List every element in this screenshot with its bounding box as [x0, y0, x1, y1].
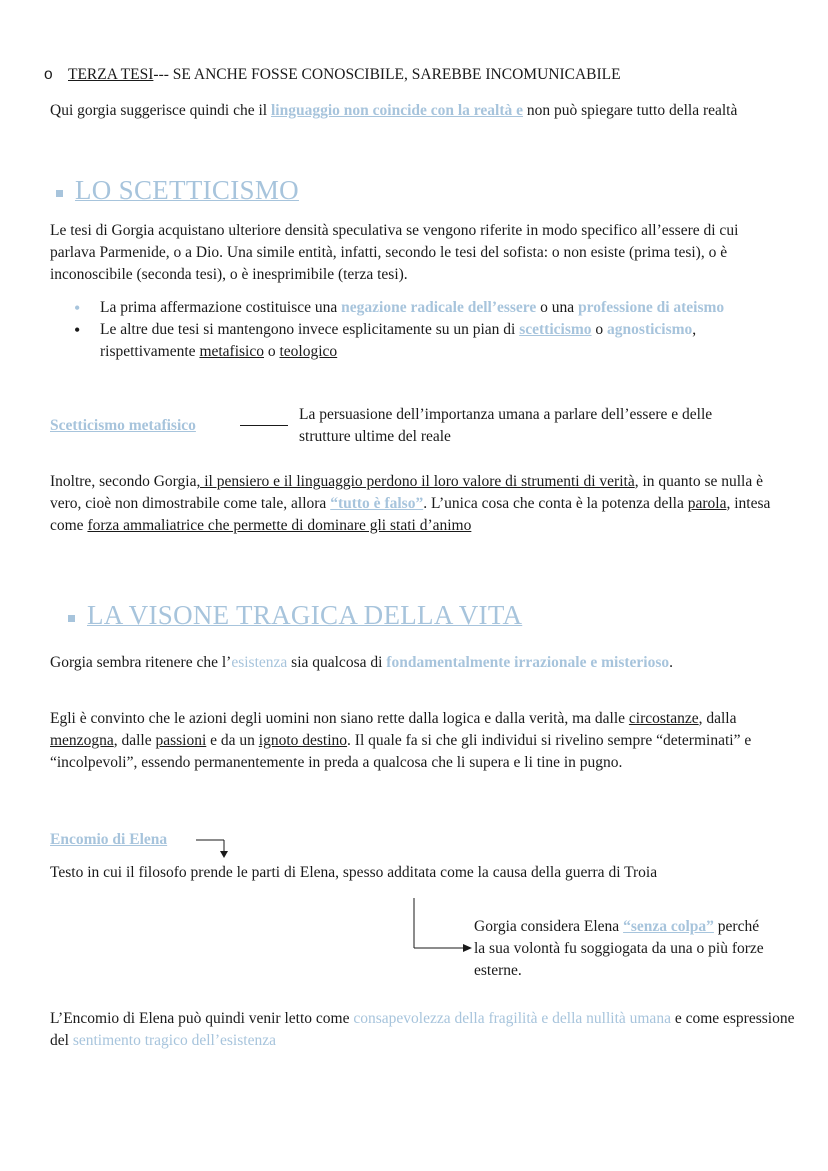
text-run: , in quanto se nulla è vero, cioè non dimostrabile come tale, allora — [50, 473, 763, 512]
list-item — [50, 297, 785, 319]
text-run: , dalle — [113, 732, 156, 749]
highlight-text: professione di ateismo — [578, 299, 725, 316]
underlined-text: teologico — [279, 343, 338, 360]
text-run: , intesa come — [50, 495, 771, 534]
bullet-icon: • — [74, 320, 81, 340]
text-run: , rispettivamente — [100, 321, 697, 360]
highlight-text: linguaggio non coincide con la realtà e — [270, 102, 524, 119]
text-run: e da un — [206, 732, 259, 749]
highlight-text: esistenza — [231, 654, 288, 671]
highlight-text: scetticismo — [519, 321, 592, 338]
list-item — [50, 319, 785, 363]
text-run: Gorgia considera Elena — [474, 918, 624, 935]
underlined-text: , il pensiero e il linguaggio perdono il loro valore di strumenti di verità — [196, 473, 635, 490]
arrow-right-icon — [410, 896, 474, 956]
text-run: o una — [536, 299, 579, 316]
section-title: LO SCETTICISMO — [75, 175, 299, 205]
text-run: sia qualcosa di — [287, 654, 387, 671]
encomio-label: Encomio di Elena — [50, 831, 168, 848]
underlined-text: parola — [687, 495, 727, 512]
scetticismo-metafisico-definition: La persuasione dell’importanza umana a parlare dell’essere e delle strutture ultime del reale — [299, 406, 713, 445]
text-run: Egli è convinto che le azioni degli uomini non siano rette dalla logica e dalla verità, ma dalle — [50, 710, 629, 727]
underlined-text: menzogna — [50, 732, 114, 749]
highlight-text: “tutto è falso” — [330, 495, 424, 512]
elena-note — [474, 916, 774, 982]
text-run: e come espressione del — [50, 1010, 795, 1049]
text-run: non può spiegare tutto della realtà — [523, 102, 738, 119]
highlight-text: consapevolezza della fragilità e della nullità umana — [353, 1010, 671, 1027]
text-run: . — [669, 654, 673, 671]
underlined-text: passioni — [155, 732, 207, 749]
square-bullet-icon — [68, 615, 75, 622]
text-run: Gorgia sembra ritenere che l’ — [50, 654, 232, 671]
arrow-down-icon — [196, 834, 236, 862]
section-title: LA VISONE TRAGICA DELLA VITA — [87, 600, 523, 630]
tragica-paragraph-1 — [50, 652, 750, 674]
scetticismo-bullets — [50, 297, 785, 363]
underlined-text: metafisico — [199, 343, 264, 360]
square-bullet-icon — [56, 190, 63, 197]
connector-line — [240, 425, 288, 426]
text-run: o — [591, 321, 608, 338]
text-run: . Il quale fa si che gli individui si rivelino sempre “determinati” e “incolpevoli”, essendo permanentemente in preda a qualcosa che li supera e li tine in pugno. — [50, 732, 752, 771]
underlined-text: ignoto destino — [258, 732, 348, 749]
text-run: , dalla — [698, 710, 737, 727]
highlight-text: agnosticismo — [607, 321, 693, 338]
text-run: Inoltre, secondo Gorgia — [50, 473, 197, 490]
text-run: o — [264, 343, 280, 360]
final-paragraph — [50, 1008, 805, 1052]
text-run: La prima affermazione costituisce una — [100, 299, 342, 316]
text-run: Qui gorgia suggerisce quindi che il — [50, 102, 271, 119]
tragica-heading — [68, 599, 522, 631]
tragica-paragraph-2 — [50, 708, 775, 774]
gorgia-paragraph — [50, 471, 775, 537]
list-marker: o — [44, 66, 53, 83]
scetticismo-heading — [56, 174, 299, 206]
text-run: L’Encomio di Elena può quindi venir letto come — [50, 1010, 354, 1027]
bullet-icon: • — [74, 298, 81, 318]
terza-tesi-title: TERZA TESI — [68, 66, 154, 83]
terza-tesi-paragraph — [50, 100, 770, 122]
scetticismo-intro: Le tesi di Gorgia acquistano ulteriore densità speculativa se vengono riferite in modo specifico all’essere di cui parlava Parmenide, o a Dio. Una simile entità, infatti, secondo le tesi del sofista: o non esiste (prima tesi), o è inconoscibile (seconda tesi), o è inesprimibile (terza tesi). — [50, 222, 739, 283]
encomio-description: Testo in cui il filosofo prende le parti di Elena, spesso additata come la causa della guerra di Troia — [50, 864, 658, 881]
highlight-text: fondamentalmente irrazionale e misterioso — [386, 654, 670, 671]
highlight-text: sentimento tragico dell’esistenza — [72, 1032, 276, 1049]
highlight-text: “senza colpa” — [623, 918, 714, 935]
terza-tesi-rest: --- SE ANCHE FOSSE CONOSCIBILE, SAREBBE INCOMUNICABILE — [153, 66, 621, 83]
text-run: perché la sua volontà fu soggiogata da una o più forze esterne. — [474, 918, 764, 979]
highlight-text: negazione radicale dell’essere — [341, 299, 537, 316]
scetticismo-metafisico-label: Scetticismo metafisico — [50, 417, 196, 434]
underlined-text: forza ammaliatrice che permette di dominare gli stati d’animo — [87, 517, 472, 534]
underlined-text: circostanze — [628, 710, 699, 727]
text-run: . L’unica cosa che conta è la potenza della — [423, 495, 688, 512]
terza-tesi-heading — [44, 64, 804, 86]
text-run: Le altre due tesi si mantengono invece esplicitamente su un pian di — [100, 321, 520, 338]
